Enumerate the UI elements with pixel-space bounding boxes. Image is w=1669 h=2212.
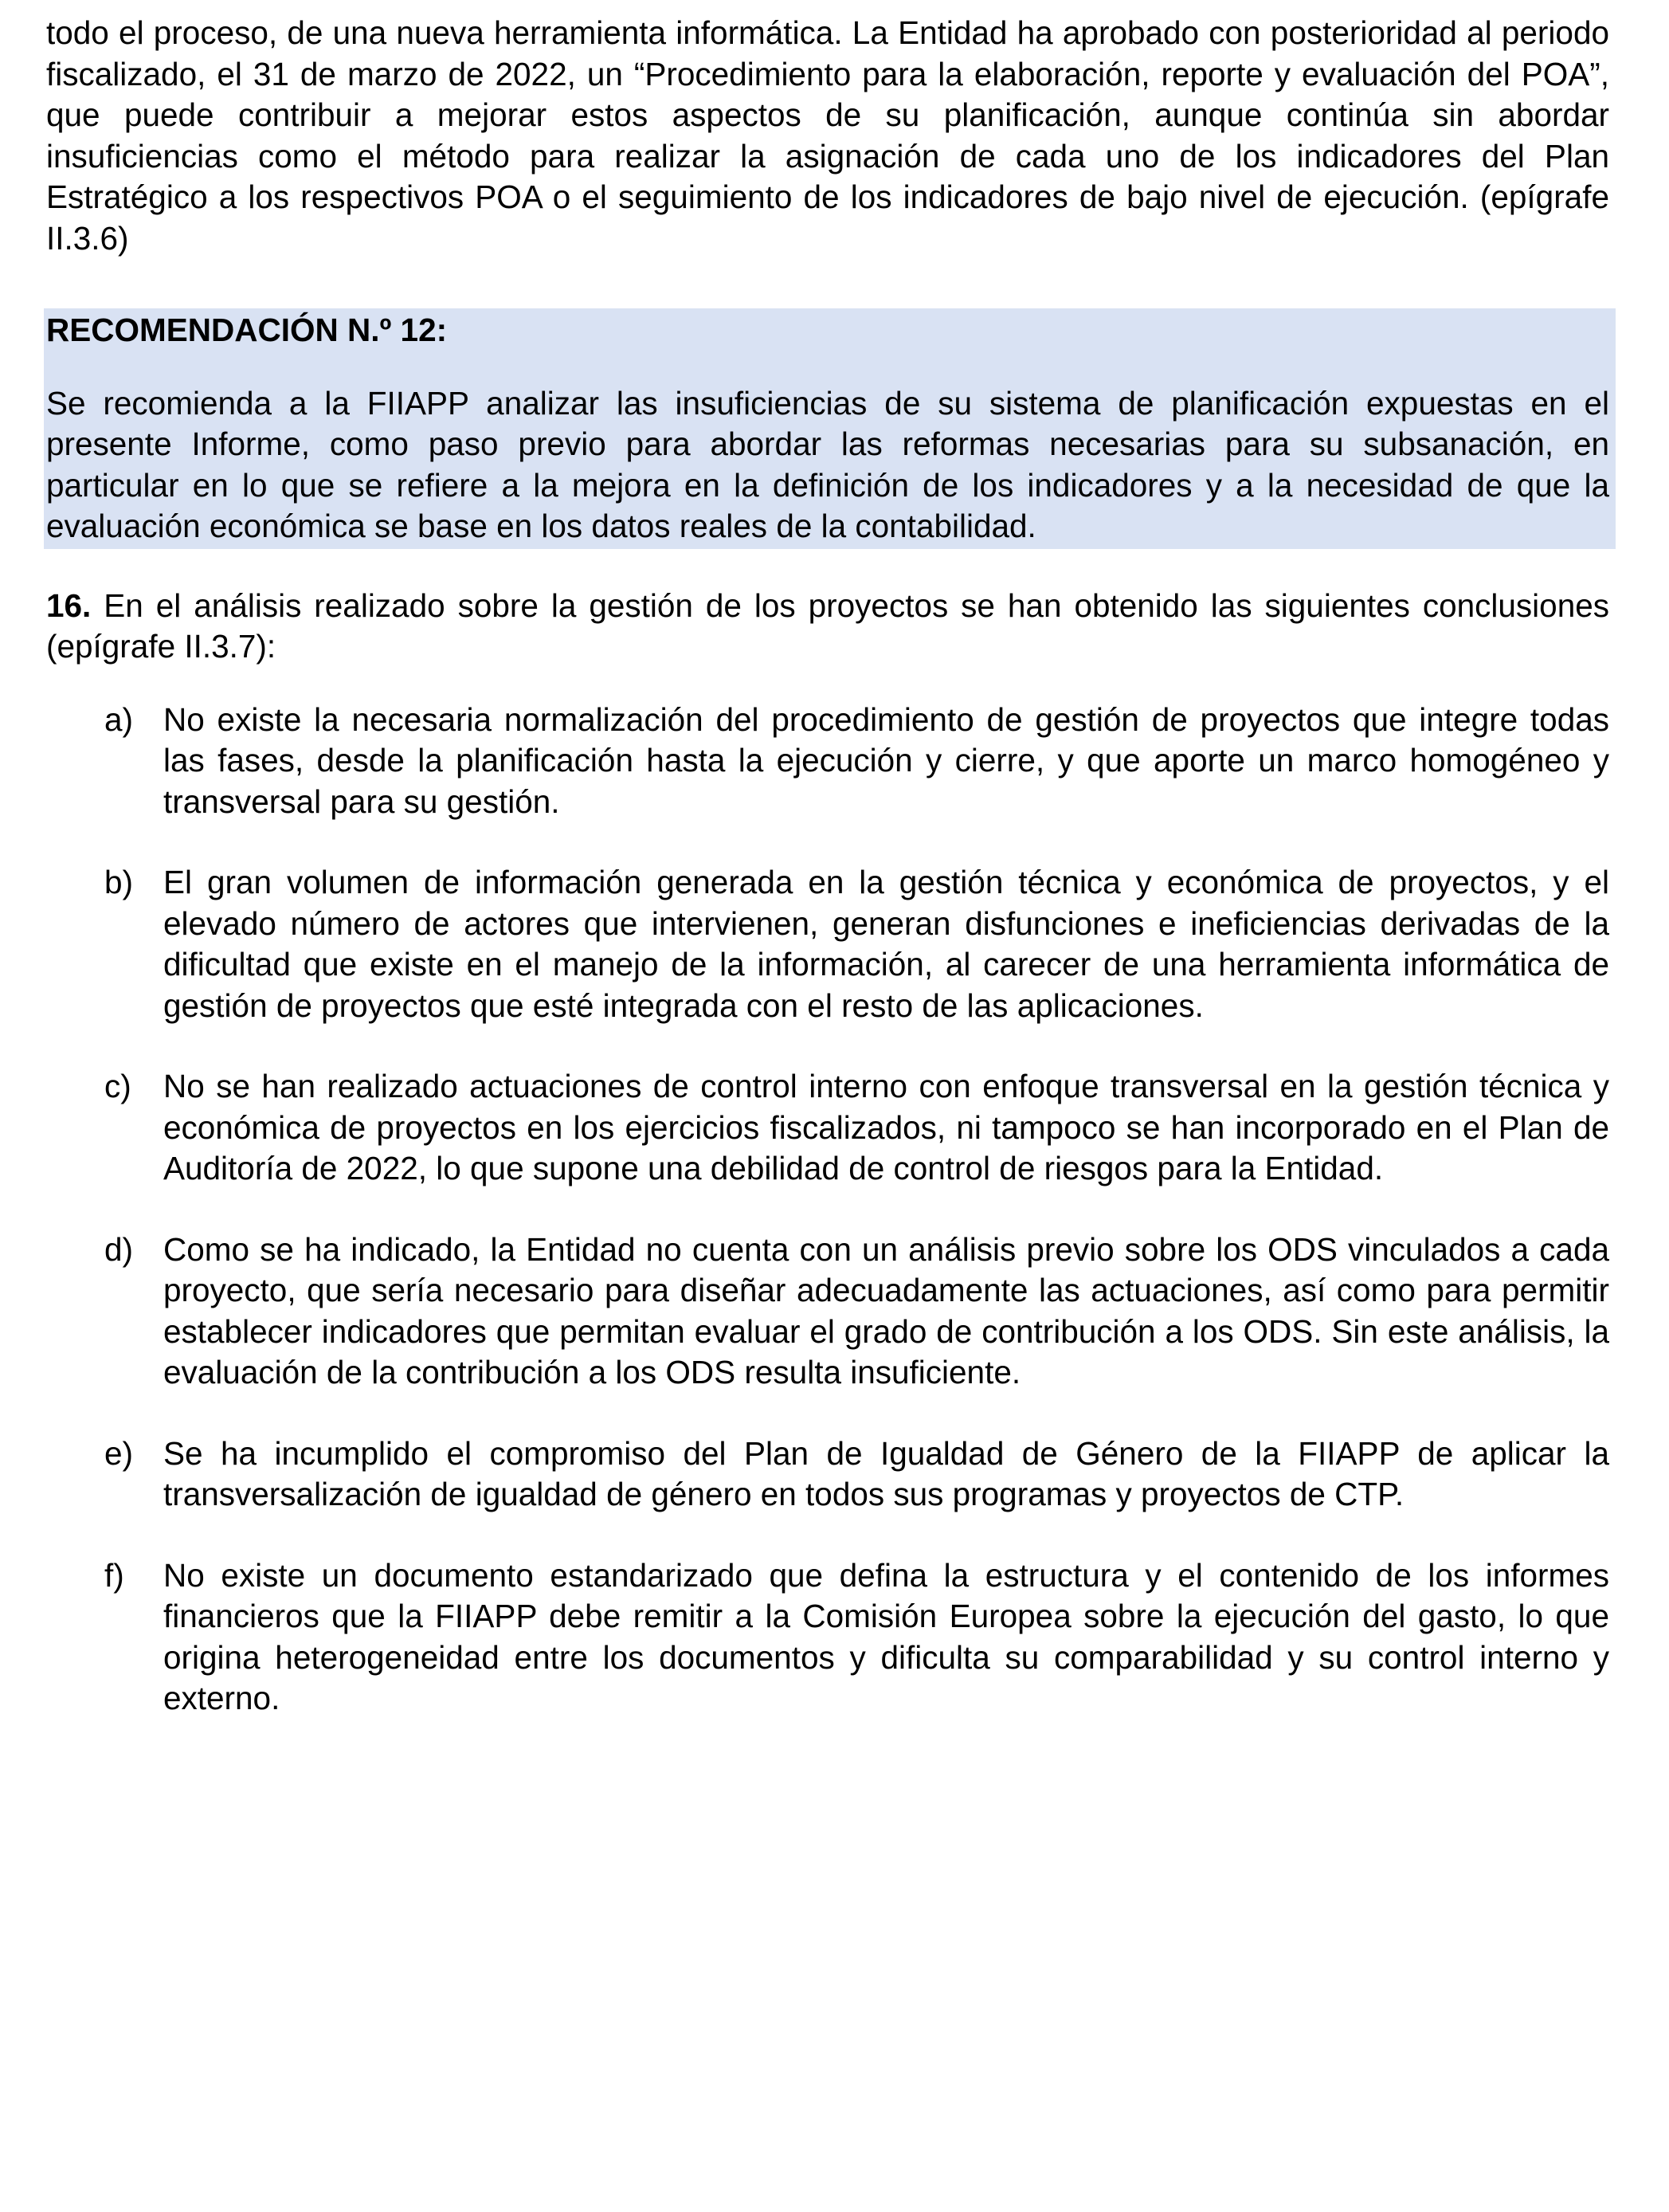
conclusion-number: 16.	[46, 586, 92, 624]
list-item-text: No existe un documento estandarizado que defina la estructura y el contenido de los informes financieros que la FIIAPP debe remitir a la Comisión Europea sobre la ejecución del gasto, lo que origina heterogeneidad entre los documentos y dificulta su comparabilidad y su control interno y externo.	[163, 1556, 1609, 1716]
list-item-letter: d)	[104, 1230, 134, 1268]
list-item-text: No existe la necesaria normalización del procedimiento de gestión de proyectos que integre todas las fases, desde la planificación hasta la ejecución y cierre, y que aporte un marco homogéneo y transversal para su gestión.	[163, 700, 1609, 820]
list-item	[46, 1433, 1609, 1516]
list-item-letter: f)	[104, 1556, 124, 1594]
list-item	[46, 862, 1609, 1026]
recommendation-text: Se recomienda a la FIIAPP analizar las insuficiencias de su sistema de planificación expuestas en el presente Informe, como paso previo para abordar las reformas necesarias para su subsanación, en particular en lo que se refiere a la mejora en la definición de los indicadores y a la necesidad de que la evaluación económica se base en los datos reales de la contabilidad.	[46, 384, 1609, 544]
list-item-letter: c)	[104, 1068, 131, 1104]
intro-paragraph: todo el proceso, de una nueva herramienta informática. La Entidad ha aprobado con posterioridad al periodo fiscalizado, el 31 de marzo de 2022, un “Procedimiento para la elaboración, reporte y evaluación del POA”, que puede contribuir a mejorar estos aspectos de su planificación, aunque continúa sin abordar insuficiencias como el método para realizar la asignación de cada uno de los indicadores del Plan Estratégico a los respectivos POA o el seguimiento de los indicadores de bajo nivel de ejecución. (epígrafe II.3.6)	[46, 14, 1609, 257]
list-item-letter: a)	[104, 700, 134, 738]
conclusion-paragraph	[46, 586, 1609, 668]
recommendation-box	[44, 308, 1616, 549]
list-item	[46, 700, 1609, 823]
page-content	[46, 13, 1609, 1759]
list-item	[46, 1230, 1609, 1394]
list-item-text: El gran volumen de información generada en la gestión técnica y económica de proyectos, y el elevado número de actores que intervienen, generan disfunciones e ineficiencias derivadas de la dificultad que existe en el manejo de la información, al carecer de una herramienta informática de gestión de proyectos que esté integrada con el resto de las aplicaciones.	[163, 864, 1609, 1024]
recommendation-title: RECOMENDACIÓN N.º 12:	[46, 312, 448, 348]
conclusion-text: En el análisis realizado sobre la gestión de los proyectos se han obtenido las siguientes conclusiones (epígrafe II.3.7):	[46, 586, 1609, 665]
conclusions-list	[46, 700, 1609, 1720]
list-item-text: No se han realizado actuaciones de control interno con enfoque transversal en la gestión técnica y económica de proyectos en los ejercicios fiscalizados, ni tampoco se han incorporado en el Plan de Auditoría de 2022, lo que supone una debilidad de control de riesgos para la Entidad.	[163, 1068, 1609, 1186]
list-item	[46, 1066, 1609, 1190]
list-item	[46, 1555, 1609, 1720]
list-item-text: Como se ha indicado, la Entidad no cuenta con un análisis previo sobre los ODS vinculados a cada proyecto, que sería necesario para diseñar adecuadamente las actuaciones, así como para permitir establecer indicadores que permitan evaluar el grado de contribución a los ODS. Sin este análisis, la evaluación de la contribución a los ODS resulta insuficiente.	[163, 1230, 1609, 1390]
list-item-letter: b)	[104, 864, 134, 900]
list-item-letter: e)	[104, 1434, 134, 1472]
list-item-text: Se ha incumplido el compromiso del Plan de Igualdad de Género de la FIIAPP de aplicar la transversalización de igualdad de género en todos sus programas y proyectos de CTP.	[163, 1434, 1609, 1512]
